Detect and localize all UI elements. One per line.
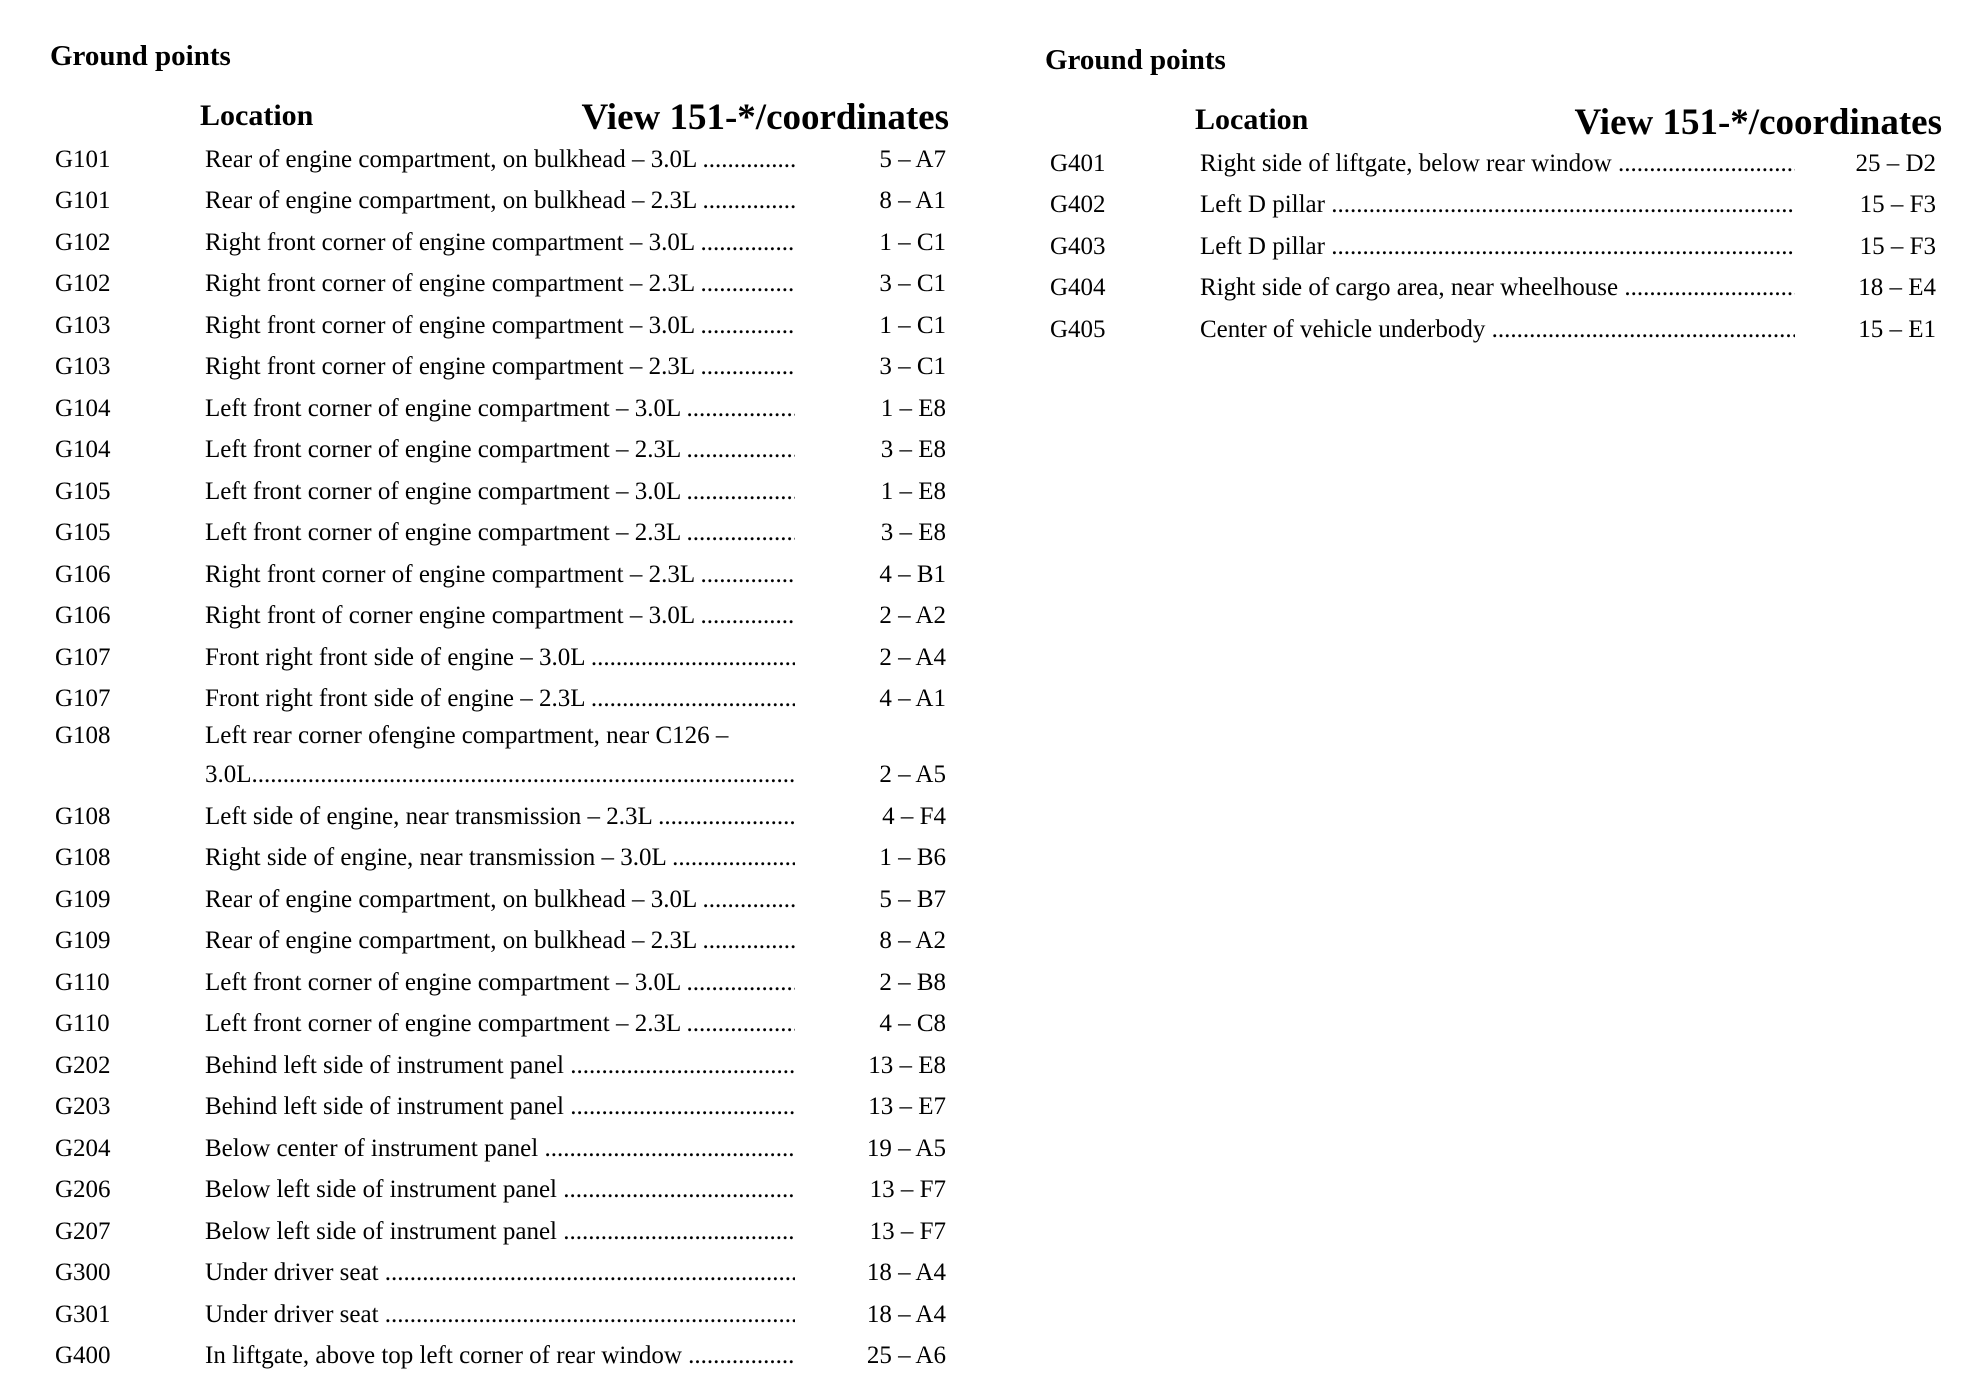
table-row: [55, 597, 950, 639]
view-coordinate: 1 – E8: [880, 394, 946, 422]
table-row: [55, 1337, 950, 1379]
table-row: [55, 265, 950, 307]
view-coordinate: 4 – B1: [879, 560, 946, 588]
ground-id: G106: [55, 560, 111, 588]
ground-id: G104: [55, 394, 111, 422]
location-text: Rear of engine compartment, on bulkhead – 2.3L .....: [205, 186, 795, 215]
table-row: [55, 922, 950, 964]
location-text: Rear of engine compartment, on bulkhead – 3.0L .....: [205, 145, 795, 174]
table-row: [55, 1171, 950, 1213]
ground-points-list: [1050, 144, 1940, 352]
table-row: [55, 555, 950, 597]
table-row: [55, 1129, 950, 1171]
table-row: [55, 348, 950, 390]
ground-id: G110: [55, 1010, 110, 1037]
location-text: Behind left side of instrument panel .....: [205, 1051, 795, 1080]
view-coordinate: 1 – B6: [879, 844, 946, 871]
section-title: Ground points: [50, 40, 231, 72]
location-text: Below left side of instrument panel .....: [205, 1175, 795, 1204]
ground-id: G104: [55, 436, 111, 463]
ground-id: G202: [55, 1051, 111, 1079]
location-text: Right side of cargo area, near wheelhouse .....: [1200, 273, 1795, 302]
ground-id: G101: [55, 145, 111, 173]
location-text: Front right front side of engine – 2.3L .....: [205, 684, 795, 713]
ground-id: G103: [55, 353, 111, 380]
view-coordinates-column-header: View 151-*/coordinates: [581, 97, 949, 138]
view-coordinate: 1 – E8: [880, 477, 946, 505]
view-coordinate: 25 – A6: [866, 1342, 946, 1369]
ground-points-list: [55, 140, 950, 1378]
location-text: Under driver seat .....: [205, 1258, 795, 1287]
view-coordinate: 15 – F3: [1859, 232, 1936, 260]
ground-id: G400: [55, 1342, 111, 1369]
ground-id: G107: [55, 643, 111, 671]
view-coordinate: 8 – A2: [879, 927, 946, 954]
location-text: Right side of engine, near transmission – 3.0L .....: [205, 843, 795, 872]
ground-id: G108: [55, 844, 111, 871]
table-row: [55, 638, 950, 680]
view-coordinate: 4 – F4: [882, 802, 946, 830]
location-text-line-2: 3.0L .....: [205, 760, 795, 789]
location-text: Right front corner of engine compartment – 2.3L .....: [205, 269, 795, 298]
location-text: Below left side of instrument panel .....: [205, 1217, 795, 1246]
view-coordinate: 2 – A4: [879, 643, 946, 671]
ground-id: G405: [1050, 315, 1106, 343]
table-row: [55, 223, 950, 265]
table-row: [55, 880, 950, 922]
view-coordinate: 2 – A5: [879, 761, 946, 788]
table-row: [55, 514, 950, 556]
table-row: [1050, 227, 1940, 269]
ground-id: G206: [55, 1176, 111, 1203]
ground-id: G207: [55, 1217, 111, 1245]
view-coordinate: 13 – F7: [869, 1217, 946, 1245]
view-coordinate: 1 – C1: [879, 311, 946, 339]
table-row: [55, 431, 950, 473]
ground-id: G102: [55, 228, 111, 256]
ground-id: G401: [1050, 149, 1106, 177]
section-title: Ground points: [1045, 44, 1226, 76]
view-coordinate: 3 – E8: [880, 519, 946, 546]
location-column-header: Location: [200, 99, 314, 132]
view-coordinates-column-header: View 151-*/coordinates: [1574, 102, 1942, 143]
ground-id: G107: [55, 685, 111, 712]
table-row: [55, 721, 950, 797]
location-text: Right front of corner engine compartment – 3.0L .....: [205, 601, 795, 630]
table-row: [55, 680, 950, 722]
view-coordinate: 15 – E1: [1858, 315, 1936, 343]
ground-id: G404: [1050, 274, 1106, 301]
location-text: Right front corner of engine compartment – 3.0L .....: [205, 228, 795, 257]
ground-id: G301: [55, 1300, 111, 1328]
ground-id: G105: [55, 519, 111, 546]
view-coordinate: 13 – E8: [868, 1051, 946, 1079]
location-text: Center of vehicle underbody .....: [1200, 315, 1795, 344]
location-text: Right front corner of engine compartment – 2.3L .....: [205, 560, 795, 589]
view-coordinate: 13 – F7: [869, 1176, 946, 1203]
location-text: Left front corner of engine compartment – 2.3L .....: [205, 1009, 795, 1038]
table-row: [55, 963, 950, 1005]
table-row: [1050, 186, 1940, 228]
location-column-header: Location: [1195, 103, 1309, 136]
ground-id: G102: [55, 270, 111, 297]
view-coordinate: 18 – A4: [866, 1300, 946, 1328]
table-row: [55, 182, 950, 224]
table-row: [55, 797, 950, 839]
view-coordinate: 3 – E8: [880, 436, 946, 463]
ground-id: G109: [55, 885, 111, 913]
view-coordinate: 5 – A7: [879, 145, 946, 173]
view-coordinate: 13 – E7: [868, 1093, 946, 1120]
ground-id: G108: [55, 802, 111, 830]
location-text: [205, 721, 795, 789]
view-coordinate: 15 – F3: [1859, 191, 1936, 218]
ground-id: G109: [55, 927, 111, 954]
table-row: [55, 306, 950, 348]
location-text: Left front corner of engine compartment – 3.0L .....: [205, 394, 795, 423]
view-coordinate: 2 – B8: [879, 968, 946, 996]
location-text: Left D pillar .....: [1200, 232, 1795, 261]
view-coordinate: 4 – C8: [879, 1010, 946, 1037]
location-text: Left side of engine, near transmission – 2.3L .....: [205, 802, 795, 831]
location-text: Below center of instrument panel .....: [205, 1134, 795, 1163]
table-row: [55, 140, 950, 182]
ground-id: G300: [55, 1259, 111, 1286]
location-text: Left D pillar .....: [1200, 190, 1795, 219]
ground-id: G106: [55, 602, 111, 629]
location-text: Left front corner of engine compartment – 3.0L .....: [205, 968, 795, 997]
location-text: Rear of engine compartment, on bulkhead – 2.3L .....: [205, 926, 795, 955]
table-row: [55, 1254, 950, 1296]
location-text: Under driver seat .....: [205, 1300, 795, 1329]
view-coordinate: 5 – B7: [879, 885, 946, 913]
view-coordinate: 18 – A4: [866, 1259, 946, 1286]
table-row: [55, 1295, 950, 1337]
location-text: Left front corner of engine compartment – 3.0L .....: [205, 477, 795, 506]
ground-id: G103: [55, 311, 111, 339]
view-coordinate: 19 – A5: [866, 1134, 946, 1162]
location-text: Rear of engine compartment, on bulkhead – 3.0L .....: [205, 885, 795, 914]
table-row: [55, 1212, 950, 1254]
table-row: [55, 472, 950, 514]
location-text-line-1: Left rear corner ofengine compartment, near C126 –: [205, 722, 729, 749]
ground-id: G110: [55, 968, 110, 996]
ground-id: G402: [1050, 191, 1106, 218]
table-row: [55, 389, 950, 431]
table-row: [1050, 269, 1940, 311]
ground-id: G204: [55, 1134, 111, 1162]
view-coordinate: 8 – A1: [879, 187, 946, 214]
location-text: Behind left side of instrument panel .....: [205, 1092, 795, 1121]
location-text: Right front corner of engine compartment – 3.0L .....: [205, 311, 795, 340]
view-coordinate: 18 – E4: [1858, 274, 1936, 301]
table-row: [1050, 144, 1940, 186]
view-coordinate: 2 – A2: [879, 602, 946, 629]
view-coordinate: 3 – C1: [879, 270, 946, 297]
view-coordinate: 4 – A1: [879, 685, 946, 712]
location-text: Right side of liftgate, below rear window .....: [1200, 149, 1795, 178]
ground-id: G203: [55, 1093, 111, 1120]
view-coordinate: 25 – D2: [1855, 149, 1936, 177]
table-row: [55, 1046, 950, 1088]
ground-id: G101: [55, 187, 111, 214]
ground-id: G105: [55, 477, 111, 505]
location-text: Front right front side of engine – 3.0L .....: [205, 643, 795, 672]
ground-id: G403: [1050, 232, 1106, 260]
table-row: [55, 1088, 950, 1130]
table-row: [1050, 310, 1940, 352]
location-text: Left front corner of engine compartment – 2.3L .....: [205, 518, 795, 547]
table-row: [55, 1005, 950, 1047]
location-text: Left front corner of engine compartment – 2.3L .....: [205, 435, 795, 464]
view-coordinate: 3 – C1: [879, 353, 946, 380]
ground-id: G108: [55, 722, 111, 749]
view-coordinate: 1 – C1: [879, 228, 946, 256]
table-row: [55, 839, 950, 881]
location-text: In liftgate, above top left corner of rear window .....: [205, 1341, 795, 1370]
location-text: Right front corner of engine compartment – 2.3L .....: [205, 352, 795, 381]
